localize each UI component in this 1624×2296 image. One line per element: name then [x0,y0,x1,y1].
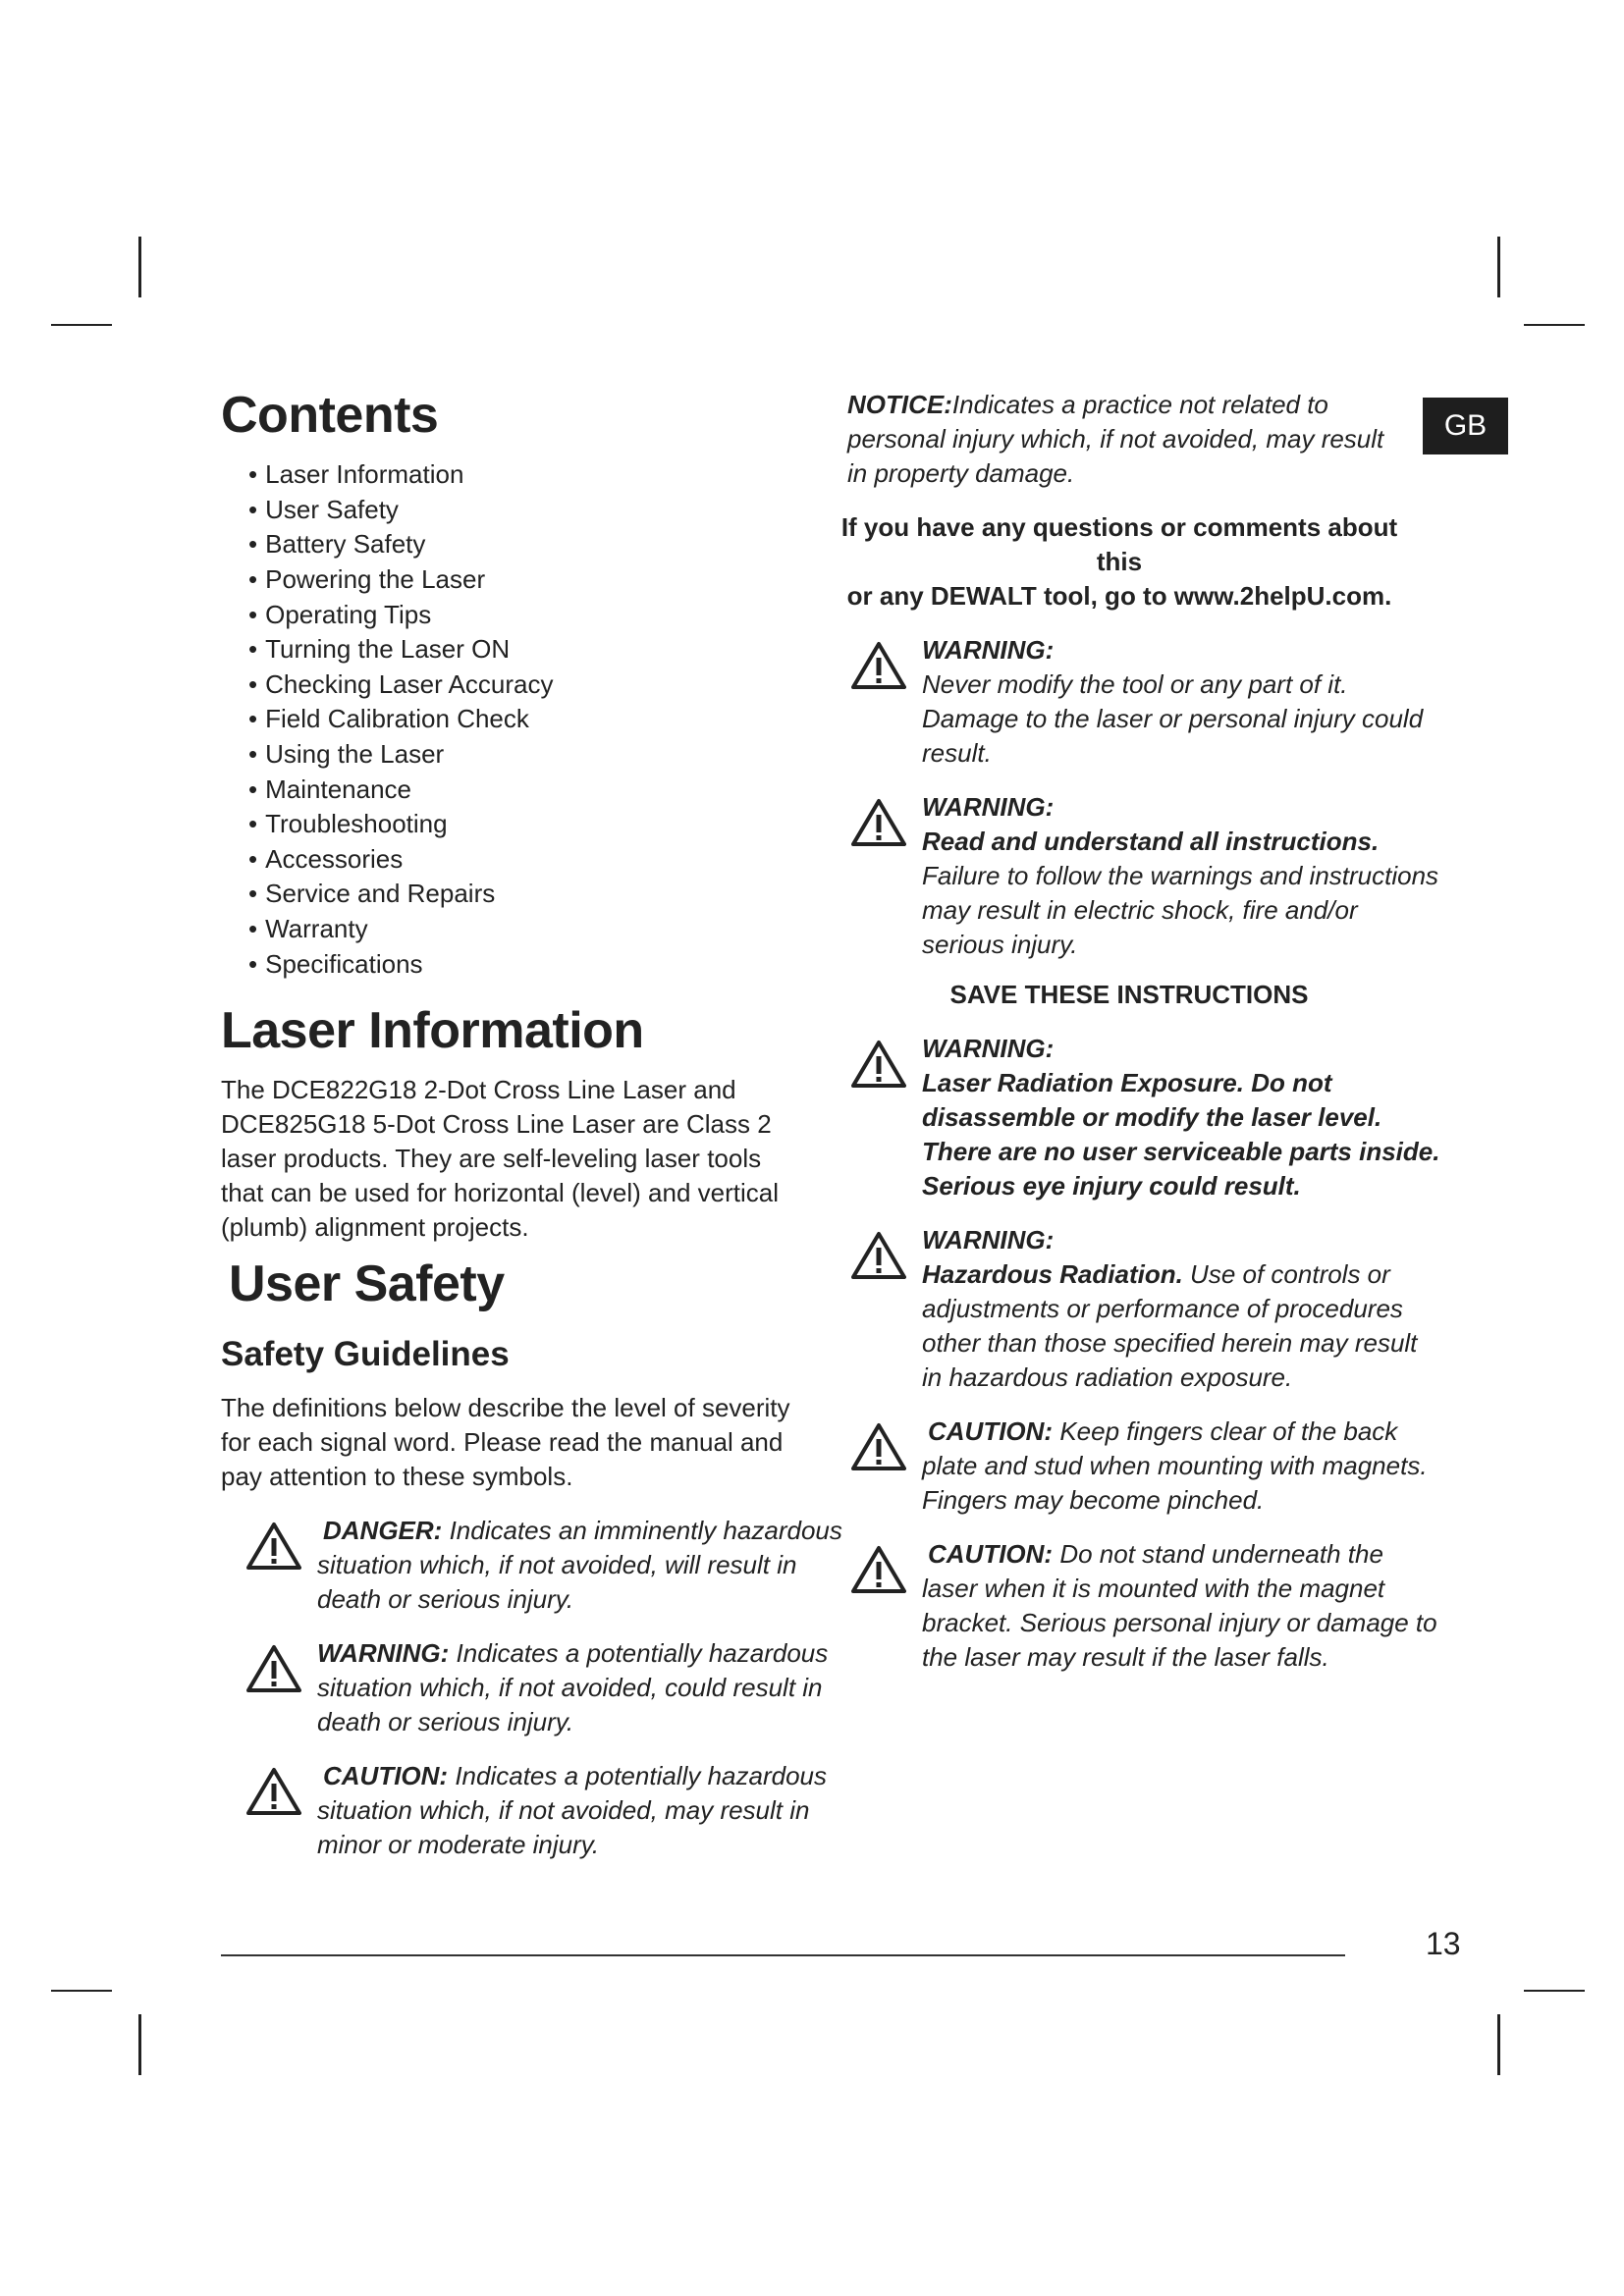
list-item: • Battery Safety [248,527,820,562]
warning-2-text: Failure to follow the warnings and instructions may result in electric shock, fire and/or serious injury. [922,861,1439,959]
safety-intro: The definitions below describe the level of severity for each signal word. Please read the manual and pay attention to these symbols. [221,1393,790,1492]
list-item: • Using the Laser [248,737,820,773]
language-tab: GB [1423,398,1508,454]
warning-1-text: Never modify the tool or any part of it. Damage to the laser or personal injury could result. [922,669,1424,768]
list-item: • Checking Laser Accuracy [248,667,820,703]
warning-def-block [246,1636,867,1739]
caution-2-text: Do not stand underneath the laser when it is mounted with the magnet bracket. Serious personal injury or damage to the laser may result if the laser falls. [922,1539,1437,1672]
list-item: • User Safety [248,493,820,528]
footer-rule [221,1954,1345,1956]
crop-mark [138,237,141,297]
crop-mark [138,2014,141,2075]
caution-1-text: Keep fingers clear of the back plate and stud when mounting with magnets. Fingers may become pinched. [922,1416,1428,1515]
notice-text: Indicates a practice not related to personal injury which, if not avoided, may result in property damage. [847,390,1384,488]
user-safety-title: User Safety [229,1255,505,1313]
warning-block-4 [851,1223,1442,1395]
danger-block [246,1514,867,1617]
warning-block-2 [851,790,1442,962]
warning-triangle-icon [851,1231,906,1280]
crop-mark [1497,237,1500,297]
crop-mark [1524,324,1585,326]
list-item: • Maintenance [248,773,820,808]
save-instructions: SAVE THESE INSTRUCTIONS [949,980,1309,1009]
contents-list [248,457,820,982]
warning-triangle-icon [246,1767,301,1816]
contents-title: Contents [221,387,439,444]
warning-triangle-icon [851,641,906,690]
caution-2-label: CAUTION: [928,1539,1054,1569]
warning-4-bold: Hazardous Radiation. [922,1259,1183,1289]
caution-label: CAUTION: [323,1761,449,1791]
questions-line-2: or any DEWALT tool, go to www.2helpU.com. [846,581,1392,611]
page-number: 13 [1426,1926,1461,1961]
warning-triangle-icon [246,1522,301,1571]
caution-text: Indicates a potentially hazardous situation which, if not avoided, may result in minor or moderate injury. [317,1761,828,1860]
warning-triangle-icon [851,1422,906,1471]
warning-triangle-icon [851,798,906,847]
caution-def-block [246,1759,867,1862]
warning-2-bold: Read and understand all instructions. [922,827,1380,856]
list-item: • Warranty [248,912,820,947]
list-item: • Turning the Laser ON [248,632,820,667]
notice-paragraph [847,388,1397,491]
warning-block-3 [851,1032,1442,1203]
warning-2-label: WARNING: [922,792,1055,822]
list-item: • Troubleshooting [248,807,820,842]
warning-block-1 [851,633,1442,771]
warning-triangle-icon [851,1545,906,1594]
caution-block-2 [851,1537,1442,1675]
laser-info-title: Laser Information [221,1002,644,1060]
warning-1-label: WARNING: [922,635,1055,665]
caution-1-label: CAUTION: [928,1416,1054,1446]
questions-line-1: If you have any questions or comments about this [840,512,1398,576]
warning-3-label: WARNING: [922,1034,1055,1063]
warning-triangle-icon [246,1644,301,1693]
list-item: • Accessories [248,842,820,878]
list-item: • Laser Information [248,457,820,493]
laser-info-body: The DCE822G18 2-Dot Cross Line Laser and DCE825G18 5-Dot Cross Line Laser are Class 2 laser products. They are self-leveling laser tools that can be used for horizontal (level) and vertical (plumb) alignment projects. [221,1075,779,1243]
crop-mark [1524,1990,1585,1992]
warning-4-text: Use of controls or adjustments or performance of procedures other than those specified herein may result in hazardous radiation exposure. [922,1259,1418,1392]
list-item: • Service and Repairs [248,877,820,912]
warning-4-label: WARNING: [922,1225,1055,1255]
list-item: • Operating Tips [248,598,820,633]
list-item: • Specifications [248,947,820,983]
crop-mark [1497,2014,1500,2075]
warning-triangle-icon [851,1040,906,1089]
danger-label: DANGER: [323,1516,443,1546]
caution-block-1 [851,1415,1442,1518]
right-column [830,388,1440,1675]
notice-label: NOTICE: [847,390,952,419]
warning-3-bold: Laser Radiation Exposure. Do not disassemble or modify the laser level. There are no user serviceable parts inside. Serious eye injury could result. [922,1068,1440,1201]
left-column [221,387,842,1862]
danger-text: Indicates an imminently hazardous situation which, if not avoided, will result in death or serious injury. [317,1516,842,1615]
warning-text: Indicates a potentially hazardous situation which, if not avoided, could result in death or serious injury. [317,1638,829,1737]
warning-label: WARNING: [317,1638,450,1669]
crop-mark [51,1990,112,1992]
list-item: • Field Calibration Check [248,702,820,737]
list-item: • Powering the Laser [248,562,820,598]
safety-guidelines-title: Safety Guidelines [221,1335,510,1374]
crop-mark [51,324,112,326]
